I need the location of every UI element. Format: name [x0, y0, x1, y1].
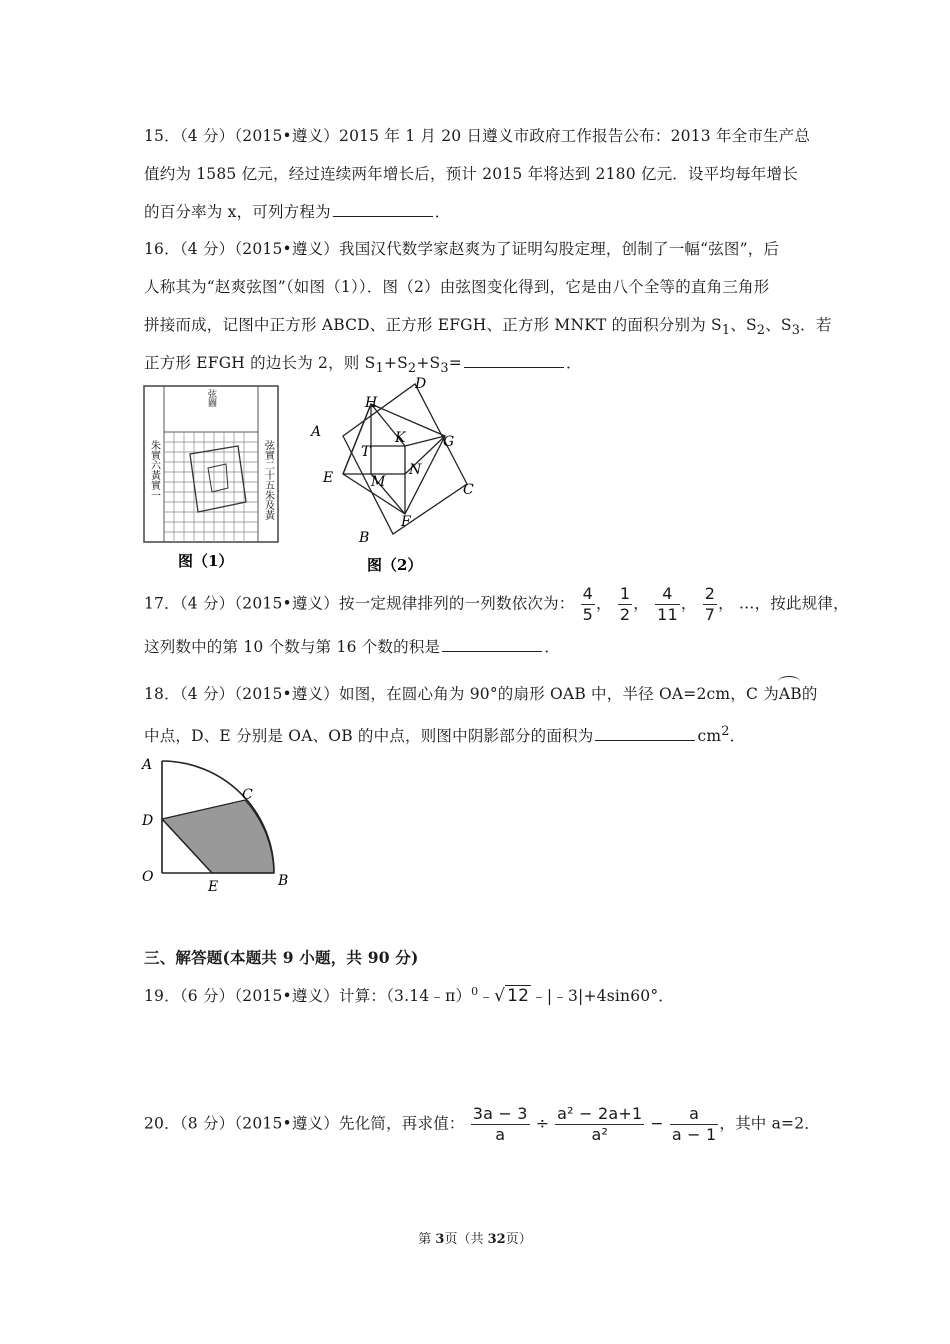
fig2-label-E: E — [323, 470, 334, 486]
q19-tail: ﹣|﹣3|+4sin60°． — [531, 987, 674, 1005]
fig1-right-text: 弦實二十五朱及黃 — [262, 440, 274, 520]
fig-label-O: O — [142, 869, 154, 885]
q20-tail: ，其中 a=2． — [719, 1114, 820, 1133]
q16-line3-text: 拼接而成，记图中正方形 ABCD、正方形 EFGH、正方形 MNKT 的面积分别为 S — [144, 316, 722, 334]
numerator: 3a − 3 — [472, 1104, 528, 1123]
fig2-label-H: H — [365, 395, 378, 411]
fig2-label-F: F — [401, 514, 411, 530]
figure-2-squares — [305, 374, 485, 574]
denominator: a − 1 — [671, 1125, 717, 1144]
q19-exponent: 0 — [471, 984, 479, 998]
fig-label-D: D — [142, 813, 154, 829]
q20-text: 20．（8 分）（2015•遵义）先化简，再求值： — [144, 1114, 465, 1133]
sqrt-12: √ 12 — [494, 986, 530, 1006]
footer-pre: 第 — [418, 1232, 436, 1247]
fig-label-C: C — [242, 787, 253, 803]
fig2-label-T: T — [361, 444, 371, 460]
q16-line3: 拼接而成，记图中正方形 ABCD、正方形 EFGH、正方形 MNKT 的面积分别为 $S_1$、$S_2$、$S_3$．若 — [144, 316, 832, 339]
q19-line — [144, 984, 674, 1006]
denominator: a² — [591, 1125, 609, 1144]
sqrt-radicand: 12 — [507, 986, 530, 1006]
q16-line2: 人称其为“赵爽弦图”（如图（1））．图（2）由弦图变化得到，它是由八个全等的直角三角形 — [144, 278, 770, 296]
fig1-caption: 图（1） — [178, 552, 234, 570]
answer-blank — [464, 366, 564, 368]
q15-line1: 15．（4 分）（2015•遵义）2015 年 1 月 20 日遵义市政府工作报告公布：2013 年全市生产总 — [144, 127, 811, 145]
q18-line2-text: 中点，D、E 分别是 OA、OB 的中点，则图中阴影部分的面积为 — [144, 727, 594, 746]
figure-1-xiantu — [142, 384, 282, 574]
footer-page: 3 — [435, 1232, 445, 1247]
denominator: a — [495, 1125, 506, 1144]
fig1-left-text: 朱實六黃實一 — [148, 440, 160, 500]
q18-unit-exponent: 2 — [721, 724, 730, 739]
fig1-title: 弦圖 — [206, 389, 216, 407]
q17-line2-end: ． — [544, 638, 560, 656]
fig2-label-M: M — [371, 474, 386, 490]
fraction — [581, 584, 595, 625]
q17-line1: 17．（4 分）（2015•遵义）按一定规律排列的一列数依次为： $\frac{4}{5}$ ， $\frac{1}{2}$ ， $\frac{4}{11}$ ， $\frac{2}{7}$ ， …，按此规律， — [144, 584, 849, 624]
denominator: 11 — [657, 605, 678, 624]
q18-line2 — [144, 724, 745, 746]
footer-post: 页） — [505, 1232, 532, 1247]
q17-line2-text: 这列数中的第 10 个数与第 16 个数的积是 — [144, 638, 441, 656]
q19-text: 19．（6 分）（2015•遵义）计算：（3.14﹣π） — [144, 987, 472, 1005]
arc-ab — [779, 685, 802, 703]
fig2-label-A: A — [311, 424, 322, 440]
arc-ab-label: AB — [778, 685, 802, 703]
q17-line2 — [144, 635, 560, 657]
numerator: 2 — [704, 584, 716, 603]
q16-line3-tail: ．若 — [800, 316, 832, 334]
page-footer — [0, 1228, 950, 1247]
fig2-label-K: K — [395, 430, 406, 446]
q15-line2: 值约为 1585 亿元，经过连续两年增长后，预计 2015 年将达到 2180 亿元．设平均每年增长 — [144, 165, 798, 183]
footer-total: 32 — [487, 1232, 506, 1247]
q16-line4-text: 正方形 EFGH 的边长为 2，则 S — [144, 354, 376, 372]
fraction — [703, 584, 717, 625]
fig-label-E: E — [208, 879, 219, 895]
fraction-2 — [555, 1104, 644, 1145]
figure-sector-oab — [140, 755, 300, 895]
footer-mid: 页（共 — [444, 1232, 488, 1247]
fig2-label-B: B — [359, 530, 370, 546]
q18-line1-tail: 的 — [801, 685, 818, 703]
q17-line1-tail: …，按此规律， — [738, 594, 849, 613]
division-sign: ÷ — [535, 1114, 550, 1133]
q18-line1 — [144, 682, 818, 704]
numerator: 4 — [582, 584, 594, 603]
denominator: 2 — [619, 605, 631, 624]
numerator: a — [670, 1104, 719, 1125]
fig-label-B: B — [278, 873, 289, 889]
fig2-caption: 图（2） — [367, 556, 423, 574]
minus-sign: − — [650, 1114, 664, 1133]
q16-line4: 正方形 EFGH 的边长为 2，则 $S_1+S_2+S_3=$ ． — [144, 354, 582, 377]
denominator: 5 — [582, 605, 594, 624]
arc-symbol — [778, 676, 800, 687]
fig2-label-D: D — [415, 376, 427, 392]
section-3-heading: 三、解答题(本题共 9 小题，共 90 分) — [144, 948, 419, 967]
q17-line1-text: 17．（4 分）（2015•遵义）按一定规律排列的一列数依次为： — [144, 594, 575, 613]
fig2-label-G: G — [443, 434, 455, 450]
answer-blank — [595, 739, 695, 741]
fraction — [618, 584, 632, 625]
fraction — [655, 584, 680, 625]
q19-minus: ﹣ — [478, 987, 495, 1005]
fraction-1 — [471, 1104, 530, 1145]
q16-line1: 16．（4 分）（2015•遵义）我国汉代数学家赵爽为了证明勾股定理，创制了一幅“弦图”，后 — [144, 240, 780, 258]
q15-line3-text: 的百分率为 x，可列方程为 — [144, 203, 331, 221]
denominator: 7 — [704, 605, 716, 624]
fig-label-A: A — [142, 757, 153, 773]
numerator: 4 — [655, 584, 680, 605]
answer-blank — [442, 650, 542, 652]
fig2-label-C: C — [463, 482, 474, 498]
q18-line2-end: ． — [729, 727, 746, 746]
q15-line3 — [144, 200, 450, 222]
q18-unit: cm — [697, 727, 722, 746]
fig2-label-N: N — [409, 462, 422, 478]
numerator: 1 — [619, 584, 631, 603]
q16-line4-end: ． — [565, 354, 582, 372]
q18-line1-text: 18．（4 分）（2015•遵义）如图，在圆心角为 90°的扇形 OAB 中，半径 OA=2cm，C 为 — [144, 685, 779, 703]
fraction-3 — [670, 1104, 719, 1145]
numerator: a² − 2a+1 — [557, 1104, 643, 1123]
q15-line3-end: ． — [434, 203, 451, 221]
answer-blank — [333, 215, 433, 217]
q20-line — [144, 1104, 820, 1145]
